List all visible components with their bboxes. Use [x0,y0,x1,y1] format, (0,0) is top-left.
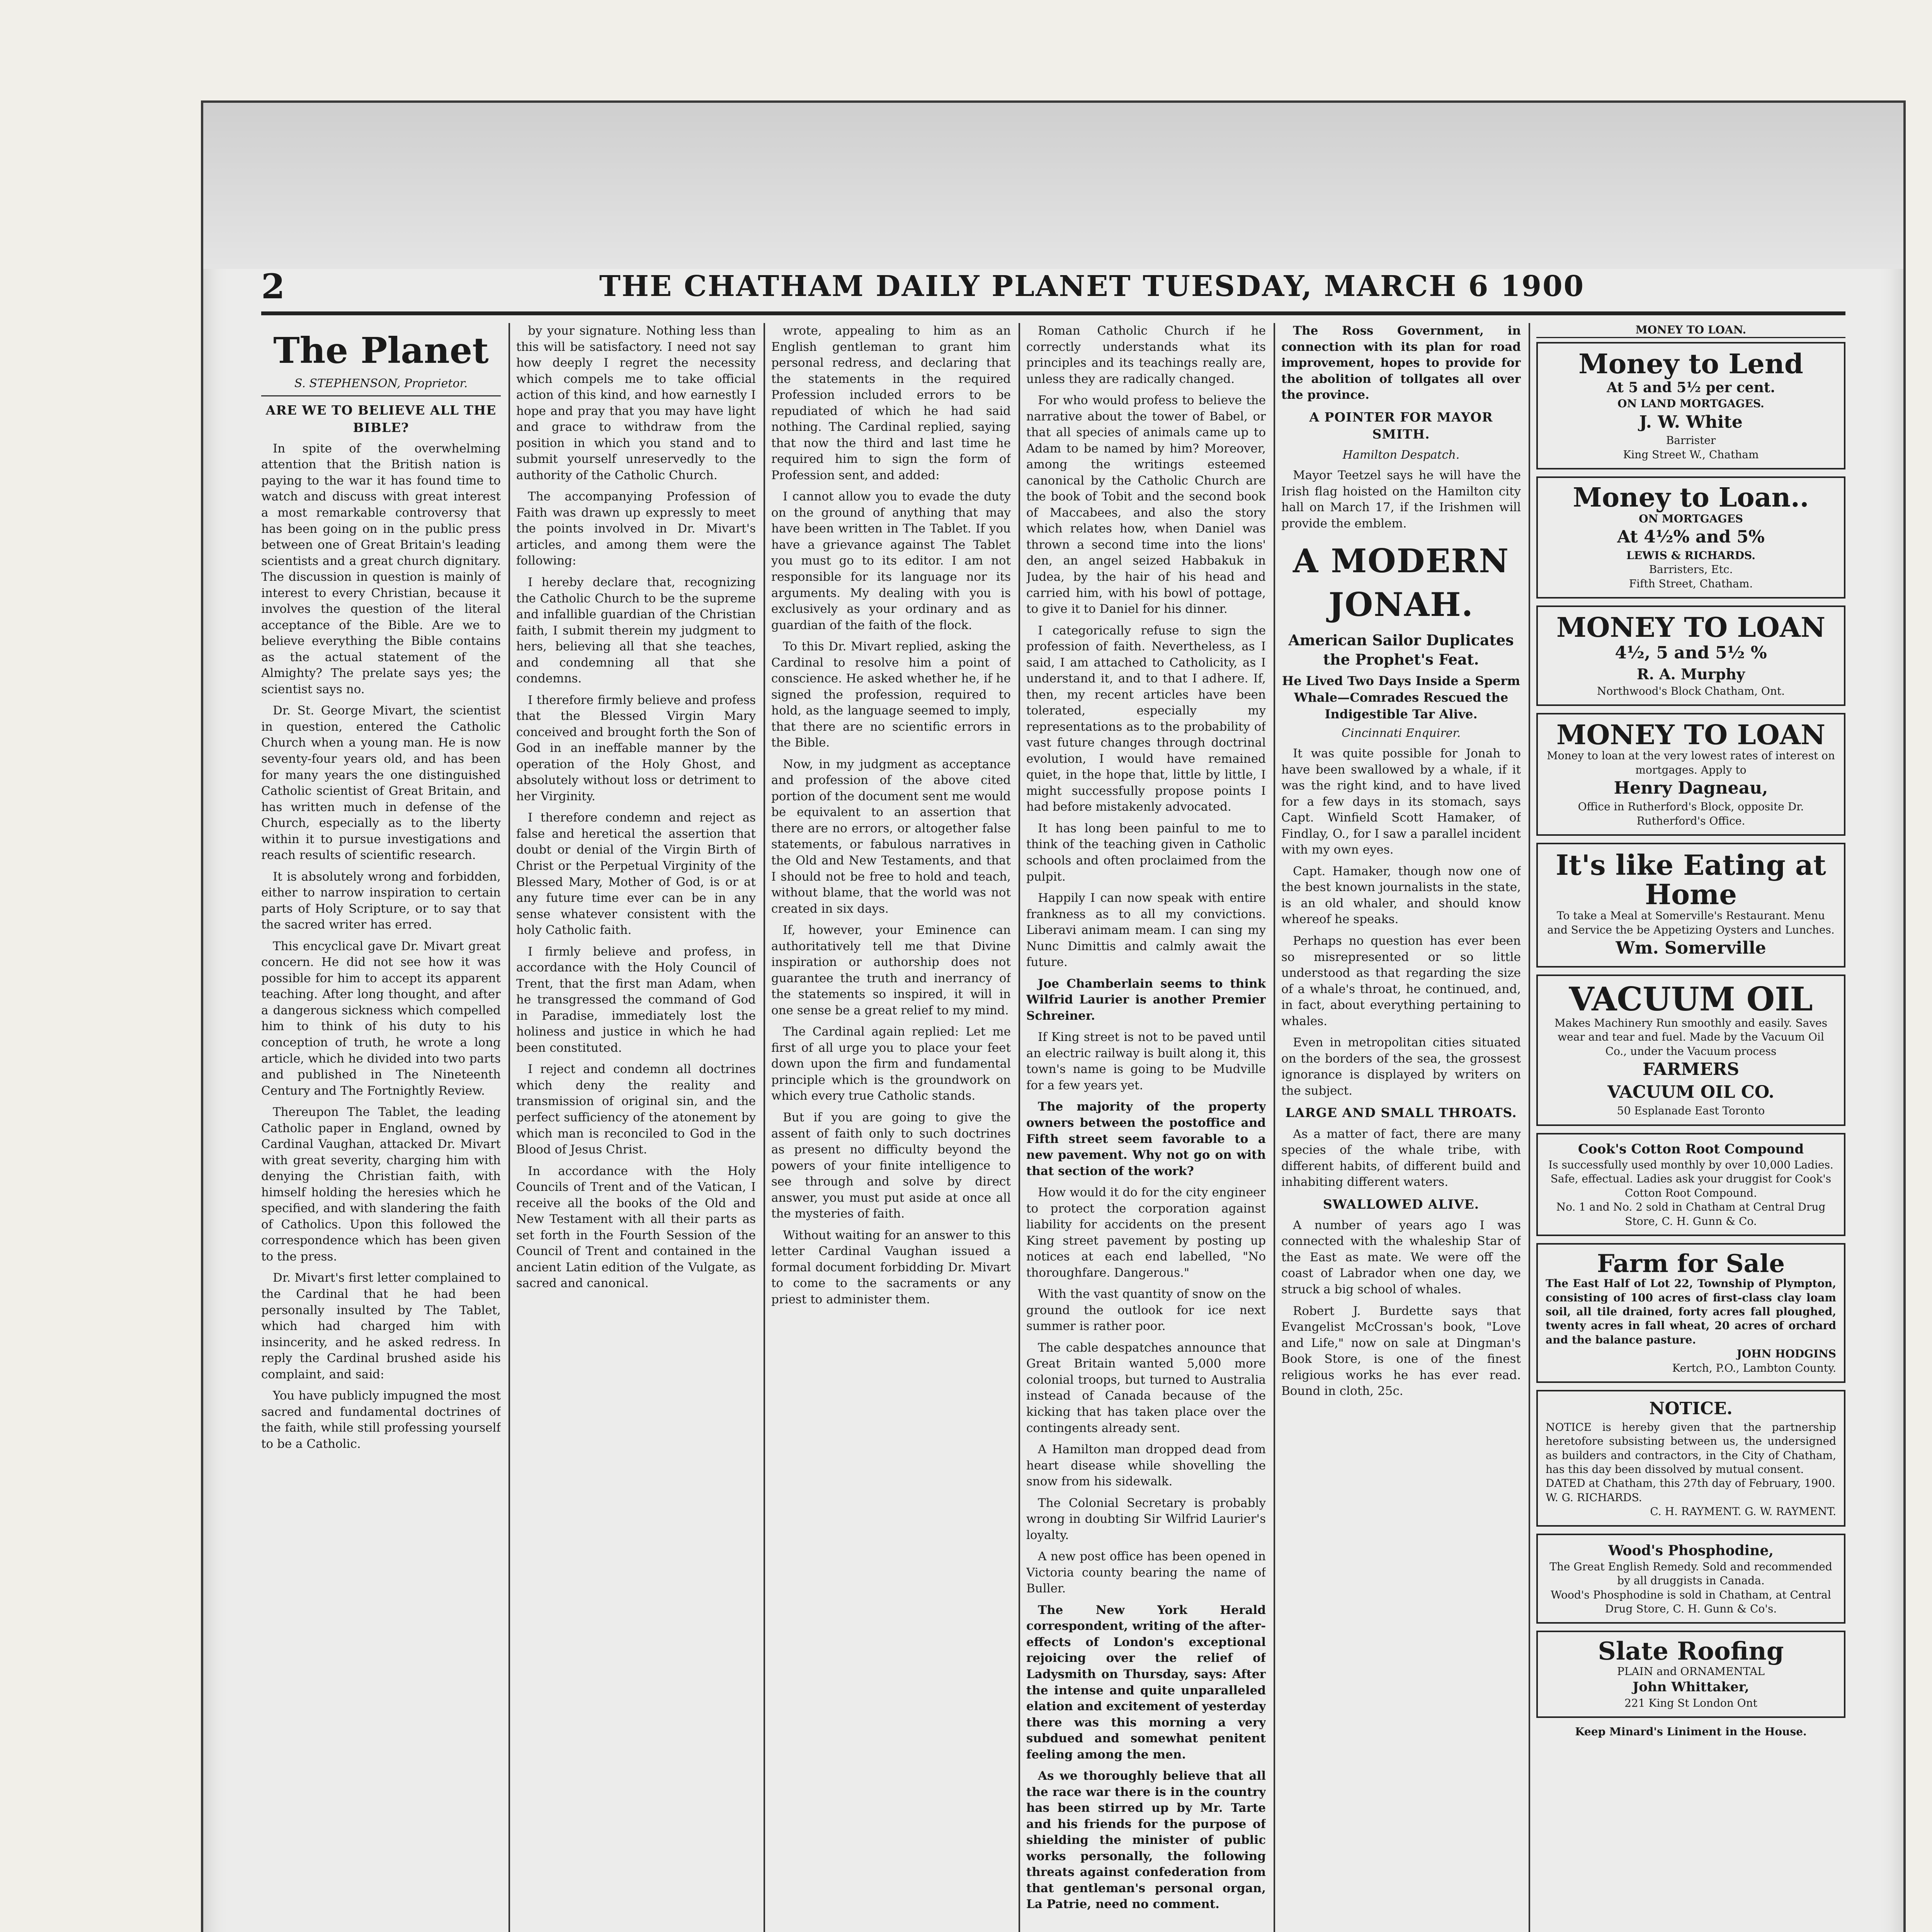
jonah-source: Cincinnati Enquirer. [1342,726,1461,740]
masthead-rule [261,311,1845,315]
news-item: How would it do for the city engineer to protect the corporation against liability for accidents on the present King street pavement by posting up notices at each end labelled, "No thoroughfare. Dangerous." [1026,1185,1266,1280]
ad-title: Slate Roofing [1598,1637,1784,1666]
news-item: The majority of the property owners between the postoffice and Fifth street seem favorable to a new pavement. Why not go on with that section of the work? [1026,1100,1266,1178]
article-paragraph: In spite of the overwhelming attention that the British nation is paying to the war it has found time to watch and discuss with great interest a most remarkable controversy that has been going on in the public press between one of Great Britain's leading scientists and a great church dignitary. The discussion in question is mainly of interest to every Christian, because it involves the question of the literal acceptance of the Bible. Are we to believe everything the Bible contains as the actual statement of the Almighty? The prelate says yes; the scientist says no. [261,441,501,696]
ad-title: MONEY TO LOAN [1556,611,1826,644]
article-paragraph: Dr. St. George Mivart, the scientist in question, entered the Catholic Church when a young man. He is now seventy-four years old, and has been for many years the one distinguished Catholic scientist of Great Britain, and has written much in defense of the Church, especially as to the liberty within it to pursue investigations and reach results of scientific research. [261,704,501,862]
ad-rate: At 4½% and 5% [1617,527,1765,547]
ad-place: Fifth Street, Chatham. [1629,577,1753,590]
news-item: With the vast quantity of snow on the ground the outlook for ice next summer is rather poor. [1026,1287,1266,1333]
ad-money-to-loan [1536,476,1845,599]
column-editorial [261,323,501,1932]
column-divider [1274,323,1275,1932]
article-paragraph: The Cardinal again replied: Let me first of all urge you to place your feet down upon the firm and fundamental principle which is the groundwork on which every true Catholic stands. [771,1025,1011,1103]
news-item: If King street is not to be paved until an electric railway is built along it, this town's name is going to be Mudville for a few years yet. [1026,1030,1266,1092]
ad-somerville [1536,843,1845,968]
ad-title: Money to Lend [1578,348,1803,380]
ad-text: The East Half of Lot 22, Township of Plympton, consisting of 100 acres of first-class clay loam soil, all tile drained, forty acres fall ploughed, twenty acres in fall wheat, 20 acres of orchard and the balance pasture. [1546,1277,1836,1346]
ad-title: Money to Loan.. [1573,482,1809,514]
swallowed-subhead: SWALLOWED ALIVE. [1323,1196,1480,1212]
ad-rate: At 5 and 5½ per cent. [1606,379,1776,396]
ad-role: Barrister [1666,434,1716,447]
ad-place: Kertch, P.O., Lambton County. [1672,1361,1836,1374]
ad-text: The Great English Remedy. Sold and recommended by all druggists in Canada. [1549,1560,1832,1587]
pointer-source: Hamilton Despatch. [1342,448,1460,462]
ad-wood-phosphodine [1536,1534,1845,1624]
article-paragraph: Happily I can now speak with entire frankness as to all my convictions. Liberavi animam meam. I can sing my Nunc Dimittis and calmly await the future. [1026,891,1266,969]
column-divider [1529,323,1530,1932]
article-paragraph: A number of years ago I was connected with the whaleship Star of the East as mate. We were off the coast of Labrador when one day, we struck a big school of whales. [1281,1218,1521,1296]
ad-text: To take a Meal at Somerville's Restaurant. Menu and Service the be Appetizing Oysters and Lunches. [1547,909,1835,936]
column-ads [1536,323,1845,1932]
ad-sub: PLAIN and ORNAMENTAL [1617,1665,1765,1678]
article-paragraph: I reject and condemn all doctrines which deny the reality and transmission of original sin, and the perfect sufficiency of the atonement by which man is reconciled to God in the Blood of Jesus Christ. [516,1062,756,1157]
ad-place: 221 King St London Ont [1624,1696,1757,1709]
jonah-deck-2: He Lived Two Days Inside a Sperm Whale—Comrades Rescued the Indigestible Tar Alive. [1282,673,1520,722]
ad-place: 50 Esplanade East Toronto [1617,1104,1765,1117]
ad-role: Barristers, Etc. [1649,563,1733,576]
article-paragraph: Now, in my judgment as acceptance and profession of the above cited portion of the document sent me would be equivalent to an assertion that there are no errors, or altogether false statements, or fabulous narratives in the Old and New Testaments, and that I should not be free to hold and teach, without blame, that the world was not created in six days. [771,757,1011,916]
ad-text: Money to loan at the very lowest rates of interest on mortgages. Apply to [1547,749,1835,776]
ad-dagneau-loan [1536,713,1845,836]
ad-notice [1536,1390,1845,1527]
article-paragraph: For who would profess to believe the narrative about the tower of Babel, or that all species of animals came up to Adam to be named by him? Moreover, among the writings esteemed canonical by the Catholic Church are the book of Tobit and the second book of Maccabees, and also the story which relates how, when Daniel was thrown a second time into the lions' den, an angel seized Habbakuk in Judea, by the hair of his head and carried him, with his bowl of pottage, to give it to Daniel for his dinner. [1026,393,1266,616]
column-divider [509,323,510,1932]
news-item: Robert J. Burdette says that Evangelist McCrossan's book, "Love and Life," now on sale at Dingman's Book Store, is one of the finest religious works he has ever read. Bound in cloth, 25c. [1281,1304,1521,1398]
article-paragraph: by your signature. Nothing less than this will be satisfactory. I need not say how deeply I regret the necessity which compels me to take official action of this kind, and how earnestly I hope and pray that you may have light and grace to withdraw from the position in which you stand and to submit yourself unreservedly to the authority of the Catholic Church. [516,324,756,482]
ad-vacuum-oil [1536,975,1845,1126]
news-item: The cable despatches announce that Great Britain wanted 5,000 more colonial troops, but turned to Australia instead of Canada because of the kicking that has taken place over the contingents already sent. [1026,1340,1266,1435]
ad-name: LEWIS & RICHARDS. [1626,549,1755,562]
news-item: A Hamilton man dropped dead from heart disease while shovelling the snow from his sidewalk. [1026,1442,1266,1489]
column-4 [1026,323,1266,1932]
article-paragraph: It was quite possible for Jonah to have been swallowed by a whale, if it was the right kind, and to have lived for a few days in its stomach, says Capt. Winfield Scott Hamaker, of Findlay, O., for I saw a parallel incident with my own eyes. [1281,747,1521,857]
editorial-headline: ARE WE TO BELIEVE ALL THE BIBLE? [265,403,497,435]
ad-sub: ON LAND MORTGAGES. [1617,397,1764,410]
ad-text: Makes Machinery Run smoothly and easily. Saves wear and tear and fuel. Made by the Vacuum Oil Co., under the Vacuum process [1554,1017,1828,1058]
ad-title: VACUUM OIL [1569,980,1813,1018]
news-item: The New York Herald correspondent, writing of the after-effects of London's exceptional rejoicing over the relief of Ladysmith on Thursday, says: After the intense and quite unparalleled elation and excitement of yesterday there was this morning a very subdued and somewhat penitent feeling among the men. [1026,1603,1266,1762]
article-paragraph: Without waiting for an answer to this letter Cardinal Vaughan issued a formal document forbidding Dr. Mivart to come to the sacraments or any priest to administer them. [771,1228,1011,1306]
ad-name: Wm. Somerville [1616,938,1766,958]
news-item: Joe Chamberlain seems to think Wilfrid Laurier is another Premier Schreiner. [1026,976,1266,1023]
article-paragraph: If, however, your Eminence can authoritatively tell me that Divine inspiration or authorship does not guarantee the truth and inerrancy of the statements so inspired, it will in one sense be a great relief to my mind. [771,923,1011,1017]
column-3 [771,323,1011,1932]
ad-title: MONEY TO LOAN [1556,718,1826,751]
article-paragraph: The accompanying Profession of Faith was drawn up expressly to meet the points involved in Dr. Mivart's articles, and among them were the following: [516,490,756,568]
ad-sold: Wood's Phosphodine is sold in Chatham, at Central Drug Store, C. H. Gunn & Co's. [1551,1588,1831,1616]
article-paragraph: I therefore condemn and reject as false and heretical the assertion that doubt or denial of the Virgin Birth of Christ or the Perpetual Virginity of the Blessed Mary, Mother of God, is or at any future time ever can be in any sense whatever consistent with the holy Catholic faith. [516,811,756,937]
ad-date: DATED at Chatham, this 27th day of February, 1900. [1546,1477,1835,1490]
ad-title: Farm for Sale [1597,1249,1785,1278]
page-top-margin [203,103,1903,269]
ad-signers: C. H. RAYMENT. G. W. RAYMENT. [1650,1505,1836,1518]
article-paragraph: I therefore firmly believe and profess that the Blessed Virgin Mary conceived and brought forth the Son of God in an ineffable manner by the operation of the Holy Ghost, and absolutely without loss or detriment to her Virginity. [516,693,756,803]
ad-title: Wood's Phosphodine, [1608,1542,1774,1559]
ad-name: JOHN HODGINS [1736,1347,1836,1361]
ad-farmers: FARMERS [1643,1060,1739,1080]
jonah-deck: American Sailor Duplicates the Prophet's Feat. [1288,631,1514,668]
ad-name: J. W. White [1639,412,1743,432]
ad-name: R. A. Murphy [1637,665,1745,683]
news-item: The Colonial Secretary is probably wrong in doubting Sir Wilfrid Laurier's loyalty. [1026,1496,1266,1542]
masthead-title: THE CHATHAM DAILY PLANET TUESDAY, MARCH 6 1900 [599,270,1585,303]
newspaper-page [201,100,1906,1932]
article-paragraph: But if you are going to give the assent of faith only to such doctrines as present no difficulty beyond the powers of your finite intelligence to see through and solve by direct answer, you must put aside at once all the mysteries of faith. [771,1110,1011,1221]
article-paragraph: I firmly believe and profess, in accordance with the Holy Council of Trent, that the first man Adam, when he transgressed the command of God in Paradise, immediately lost the holiness and justice in which he had been constituted. [516,944,756,1055]
minard-notice: Keep Minard's Liniment in the House. [1575,1725,1807,1738]
news-item: Mayor Teetzel says he will have the Irish flag hoisted on the Hamilton city hall on March 17, if the Irishmen will provide the emblem. [1281,468,1521,531]
ad-name: VACUUM OIL CO. [1607,1082,1774,1102]
ad-text: NOTICE is hereby given that the partnership heretofore subsisting between us, the undersigned as builders and contractors, in the City of Chatham, has this day been dissolved by mutual consent. [1546,1420,1836,1476]
ad-murphy-loan [1536,605,1845,706]
article-paragraph: Thereupon The Tablet, the leading Catholic paper in England, owned by Cardinal Vaughan, attacked Dr. Mivart with great severity, charging him with denying the Christian faith, with himself holding the heresies which he specified, and with slandering the faith of Catholics. Upon this followed the correspondence which has been given to the press. [261,1105,501,1264]
article-paragraph: This encyclical gave Dr. Mivart great concern. He did not see how it was possible for him to accept its apparent teaching. After long thought, and after a dangerous sickness which compelled him to think of his duty to his conception of truth, he wrote a long article, which he divided into two parts and published in The Nineteenth Century and The Fortnightly Review. [261,939,501,1098]
article-paragraph: Even in metropolitan cities situated on the borders of the sea, the grossest ignorance is displayed by writers on the subject. [1281,1036,1521,1098]
article-paragraph: Capt. Hamaker, though now one of the best known journalists in the state, is an old whaler, and should know whereof he speaks. [1281,864,1521,927]
article-paragraph: It has long been painful to me to think of the teaching given in Catholic schools and often proclaimed from the pulpit. [1026,821,1266,884]
ad-title: Cook's Cotton Root Compound [1578,1141,1804,1157]
throats-subhead: LARGE AND SMALL THROATS. [1285,1105,1517,1121]
ad-farm-sale [1536,1243,1845,1383]
ad-place: King Street W., Chatham [1623,448,1759,461]
page-number: 2 [261,266,285,306]
ad-title: It's like Eating at Home [1556,848,1826,911]
ad-title: NOTICE. [1649,1398,1733,1418]
article-paragraph: You have publicly impugned the most sacred and fundamental doctrines of the faith, while still professing yourself to be a Catholic. [261,1389,501,1451]
ad-slate-roofing [1536,1631,1845,1718]
ad-text: Is successfully used monthly by over 10,000 Ladies. Safe, effectual. Ladies ask your druggist for Cook's Cotton Root Compound. [1548,1158,1833,1199]
ad-money-to-lend [1536,342,1845,469]
article-paragraph: Roman Catholic Church if he correctly understands what its principles and its teachings really are, unless they are radically changed. [1026,324,1266,386]
article-paragraph: In accordance with the Holy Councils of Trent and of the Vatican, I receive all the books of the Old and New Testament with all their parts as set forth in the Fourth Session of the Council of Trent and contained in the ancient Latin edition of the Vulgate, as sacred and canonical. [516,1164,756,1291]
article-paragraph: I hereby declare that, recognizing the Catholic Church to be the supreme and infallible guardian of the Christian faith, I submit therein my judgment to hers, believing all that she teaches, and condemning all that she condemns. [516,575,756,686]
news-item: The Ross Government, in connection with its plan for road improvement, hopes to provide for the abolition of tollgates all over the province. [1281,324,1521,402]
pointer-headline: A POINTER FOR MAYOR SMITH. [1309,409,1493,442]
masthead [261,265,1845,308]
ad-sold: No. 1 and No. 2 sold in Chatham at Central Drug Store, C. H. Gunn & Co. [1556,1201,1826,1228]
ad-place: Office in Rutherford's Block, opposite Dr. Rutherford's Office. [1578,800,1804,827]
column-divider [1019,323,1020,1932]
column-2 [516,323,756,1932]
article-paragraph: wrote, appealing to him as an English gentleman to grant him personal redress, and declaring that the statements in the required Profession included errors to be repudiated of which he had said nothing. The Cardinal replied, saying that now the third and last time he required him to sign the form of Profession sent, and added: [771,324,1011,482]
article-paragraph: It is absolutely wrong and forbidden, either to narrow inspiration to certain parts of Holy Scripture, or to say that the sacred writer has erred. [261,869,501,932]
ad-witness: W. G. RICHARDS. [1546,1491,1642,1504]
article-paragraph: To this Dr. Mivart replied, asking the Cardinal to resolve him a point of conscience. He asked whether he, if he signed the profession, required to hold, as the language seemed to imply, that there are no scientific errors in the Bible. [771,639,1011,750]
ad-name: Henry Dagneau, [1614,778,1768,798]
ad-sub: ON MORTGAGES [1639,512,1743,525]
column-divider [764,323,765,1932]
news-item: A new post office has been opened in Victoria county bearing the name of Buller. [1026,1549,1266,1596]
column-5 [1281,323,1521,1932]
ads-header: MONEY TO LOAN. [1536,323,1845,338]
article-paragraph: Perhaps no question has ever been so misrepresented or so little understood as that regarding the size of a whale's throat, he continued, and, in fact, about everything pertaining to whales. [1281,934,1521,1028]
article-paragraph: I cannot allow you to evade the duty on the ground of anything that may have been written in The Tablet. If you have a grievance against The Tablet you must go to its editor. I am not responsible for its language nor its arguments. My dealing with you is exclusively as your ordinary and as guardian of the faith of the flock. [771,490,1011,632]
proprietor-line: S. STEPHENSON, Proprietor. [261,376,501,396]
news-item: As we thoroughly believe that all the race war there is in the country has been stirred up by Mr. Tarte and his friends for the purpose of shielding the minister of public works personally, the following threats against confederation from that gentleman's personal organ, La Patrie, need no comment. [1026,1769,1266,1912]
jonah-headline: A MODERN JONAH. [1293,542,1510,624]
article-paragraph: As a matter of fact, there are many species of the whale tribe, with different habits, of different build and inhabiting different waters. [1281,1127,1521,1189]
ad-name: John Whittaker, [1633,1679,1749,1695]
ad-rate: 4½, 5 and 5½ % [1615,643,1767,663]
ad-cook-compound [1536,1133,1845,1236]
article-paragraph: Dr. Mivart's first letter complained to the Cardinal that he had been personally insulted by The Tablet, which had charged him with insincerity, and he asked redress. In reply the Cardinal brushed aside his complaint, and said: [261,1271,501,1381]
paper-name: The Planet [273,330,489,371]
article-paragraph: I categorically refuse to sign the profession of faith. Nevertheless, as I said, I am attached to Catholicity, as I understand it, and to that I adhere. If, then, my recent articles have been tolerated, especially my representations as to the probability of vast future changes through doctrinal evolution, I would have remained quiet, in the hope that, little by little, I might successfully propose points I had before mistakenly advocated. [1026,623,1266,814]
ad-place: Northwood's Block Chatham, Ont. [1597,684,1785,697]
